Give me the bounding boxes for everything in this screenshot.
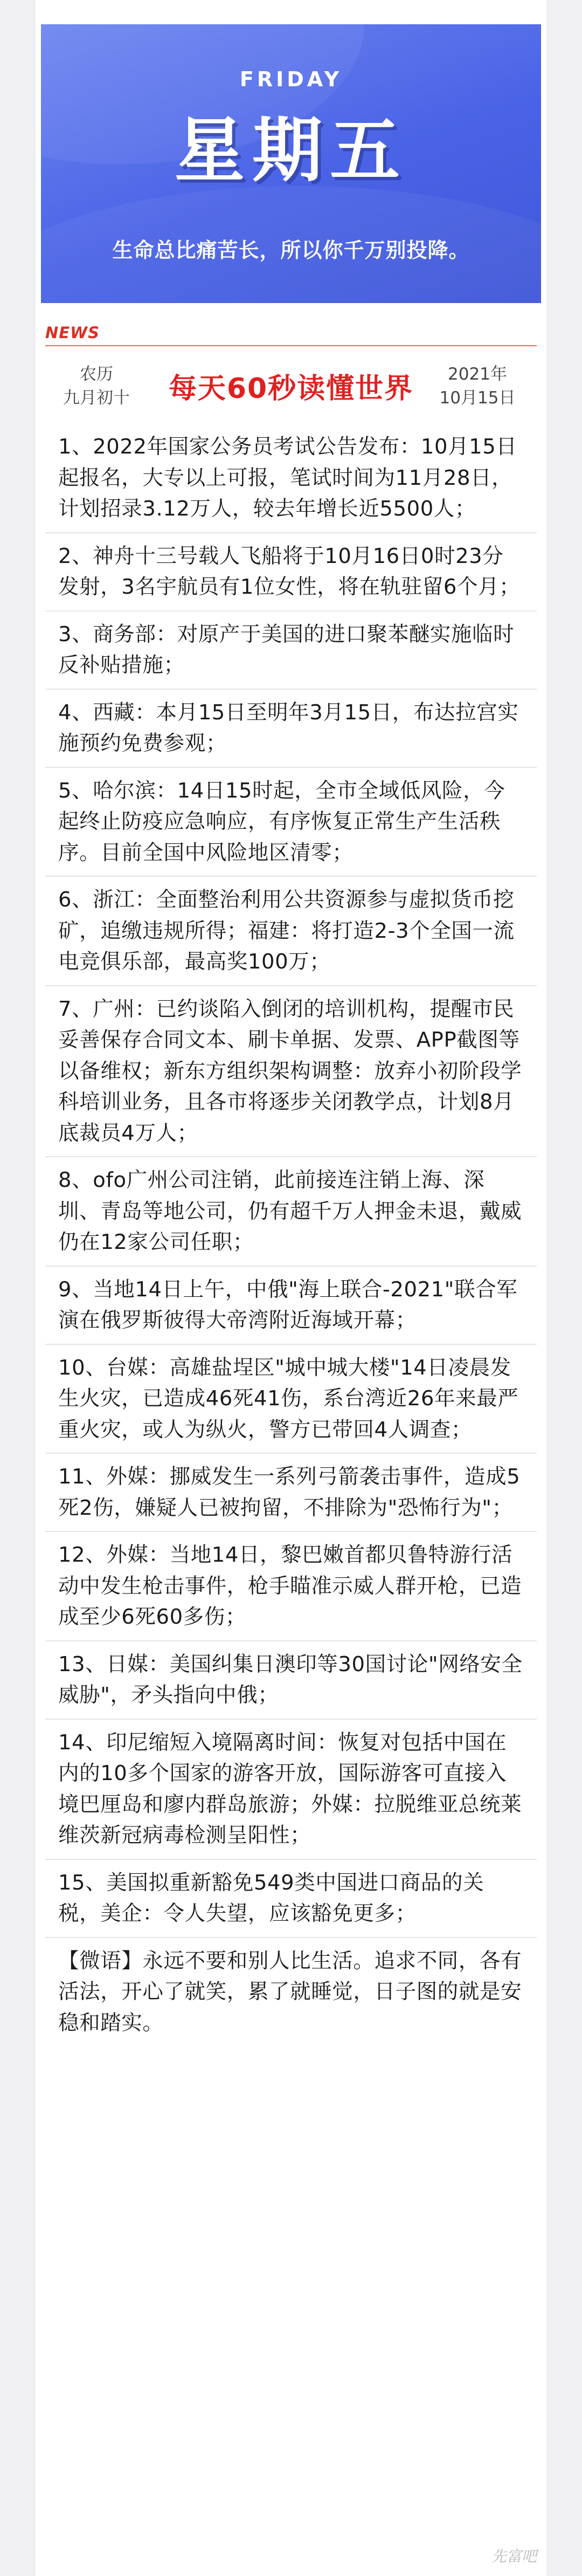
news-item: 9、当地14日上午，中俄"海上联合-2021"联合军演在俄罗斯彼得大帝湾附近海域开幕； <box>45 1266 537 1344</box>
news-list <box>45 431 537 2046</box>
lunar-label: 农历 <box>80 365 113 384</box>
news-item: 7、广州：已约谈陷入倒闭的培训机构，提醒市民妥善保存合同文本、刷卡单据、发票、APP截图等以备维权；新东方组织架构调整：放弃小初阶段学科培训业务，且各市将逐步关闭教学点，计划8月底裁员4万人； <box>45 985 537 1157</box>
news-item: 2、神舟十三号载人飞船将于10月16日0时23分发射，3名宇航员有1位女性，将在轨驻留6个月； <box>45 532 537 610</box>
news-item: 1、2022年国家公务员考试公告发布：10月15日起报名，大专以上可报，笔试时间为11月28日，计划招录3.12万人，较去年增长近5500人； <box>58 435 517 521</box>
news-item: 3、商务部：对原产于美国的进口聚苯醚实施临时反补贴措施； <box>45 610 537 689</box>
banner-day-english: FRIDAY <box>239 67 343 91</box>
header-banner <box>41 24 541 303</box>
news-item: 14、印尼缩短入境隔离时间：恢复对包括中国在内的10多个国家的游客开放，国际游客可直接入境巴厘岛和廖内群岛旅游；外媒：拉脱维亚总统莱维茨新冠病毒检测呈阳性； <box>45 1719 537 1859</box>
news-item: 15、美国拟重新豁免549类中国进口商品的关税，美企：令人失望，应该豁免更多； <box>45 1859 537 1937</box>
news-item: 13、日媒：美国纠集日澳印等30国讨论"网络安全威胁"，矛头指向中俄； <box>45 1640 537 1719</box>
news-item: 6、浙江：全面整治利用公共资源参与虚拟货币挖矿，追缴违规所得；福建：将打造2-3个全国一流电竞俱乐部，最高奖100万； <box>45 876 537 985</box>
news-item: 10、台媒：高雄盐埕区"城中城大楼"14日凌晨发生火灾，已造成46死41伤，系台湾近26年来最严重火灾，或人为纵火，警方已带回4人调查； <box>45 1344 537 1453</box>
news-item: 8、ofo广州公司注销，此前接连注销上海、深圳、青岛等地公司，仍有超千万人押金未退，戴威仍在12家公司任职； <box>45 1156 537 1266</box>
watermark: 先富吧 <box>491 2547 537 2565</box>
news-item: 4、西藏：本月15日至明年3月15日，布达拉宫实施预约免费参观； <box>45 689 537 767</box>
news-item: 11、外媒：挪威发生一系列弓箭袭击事件，造成5死2伤，嫌疑人已被拘留，不排除为"恐怖行为"； <box>45 1453 537 1531</box>
lunar-date <box>61 362 131 410</box>
header-divider <box>45 345 537 346</box>
news-page <box>36 0 546 2576</box>
banner-motto: 生命总比痛苦长，所以你千万别投降。 <box>112 238 470 262</box>
page-title: 每天60秒读懂世界 <box>168 373 414 405</box>
banner-day-chinese: 星期五 <box>174 109 407 191</box>
solar-year: 2021年 <box>448 365 507 384</box>
solar-date <box>434 362 521 410</box>
solar-day: 10月15日 <box>439 388 516 408</box>
daily-quote: 【微语】永远不要和别人比生活。追求不同，各有活法，开心了就笑，累了就睡觉，日子图的就是安稳和踏实。 <box>45 1937 537 2046</box>
news-item: 5、哈尔滨：14日15时起，全市全域低风险，今起终止防疫应急响应，有序恢复正常生产生活秩序。目前全国中风险地区清零； <box>45 767 537 876</box>
news-tag: NEWS <box>45 324 100 342</box>
news-item: 12、外媒：当地14日，黎巴嫩首都贝鲁特游行活动中发生枪击事件，枪手瞄准示威人群开枪，已造成至少6死60多伤； <box>45 1531 537 1640</box>
lunar-day: 九月初十 <box>63 388 130 408</box>
